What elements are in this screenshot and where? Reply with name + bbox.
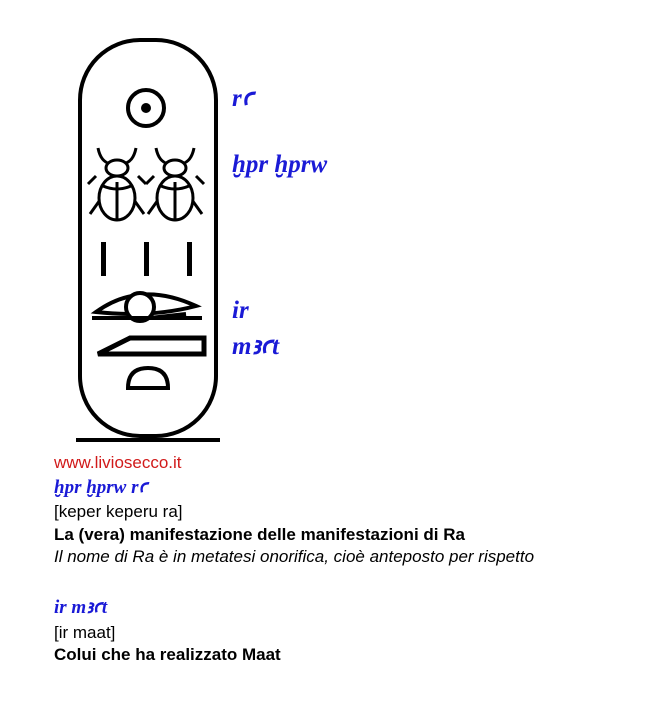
eye-icon (92, 293, 202, 321)
name2-transliteration: ir mꜣꜥt (54, 597, 108, 618)
scarab-icon (88, 148, 146, 220)
name2-reading: [ir maat] (54, 623, 116, 642)
bread-loaf-icon (128, 368, 168, 388)
plural-strokes-icon (101, 242, 192, 276)
translit-maat: mꜣꜥt (232, 333, 280, 360)
translit-ra: rꜥ (232, 85, 254, 112)
translit-kheper: ḫpr ḫprw (232, 151, 328, 178)
name2-translation: Colui che ha realizzato Maat (54, 645, 281, 664)
name1-note: Il nome di Ra è in metatesi onorifica, cioè anteposto per rispetto (54, 547, 535, 566)
plinth-icon (98, 338, 204, 354)
name1-transliteration: ḫpr ḫprw rꜥ (54, 477, 148, 498)
sun-disk-icon (128, 90, 164, 126)
name1-translation: La (vera) manifestazione delle manifestazioni di Ra (54, 525, 465, 544)
cartouche-outline (80, 40, 216, 436)
name1-reading: [keper keperu ra] (54, 502, 183, 521)
website-link[interactable]: www.liviosecco.it (54, 453, 182, 472)
translit-ir: ir (232, 297, 249, 324)
scarab-icon (146, 148, 204, 220)
